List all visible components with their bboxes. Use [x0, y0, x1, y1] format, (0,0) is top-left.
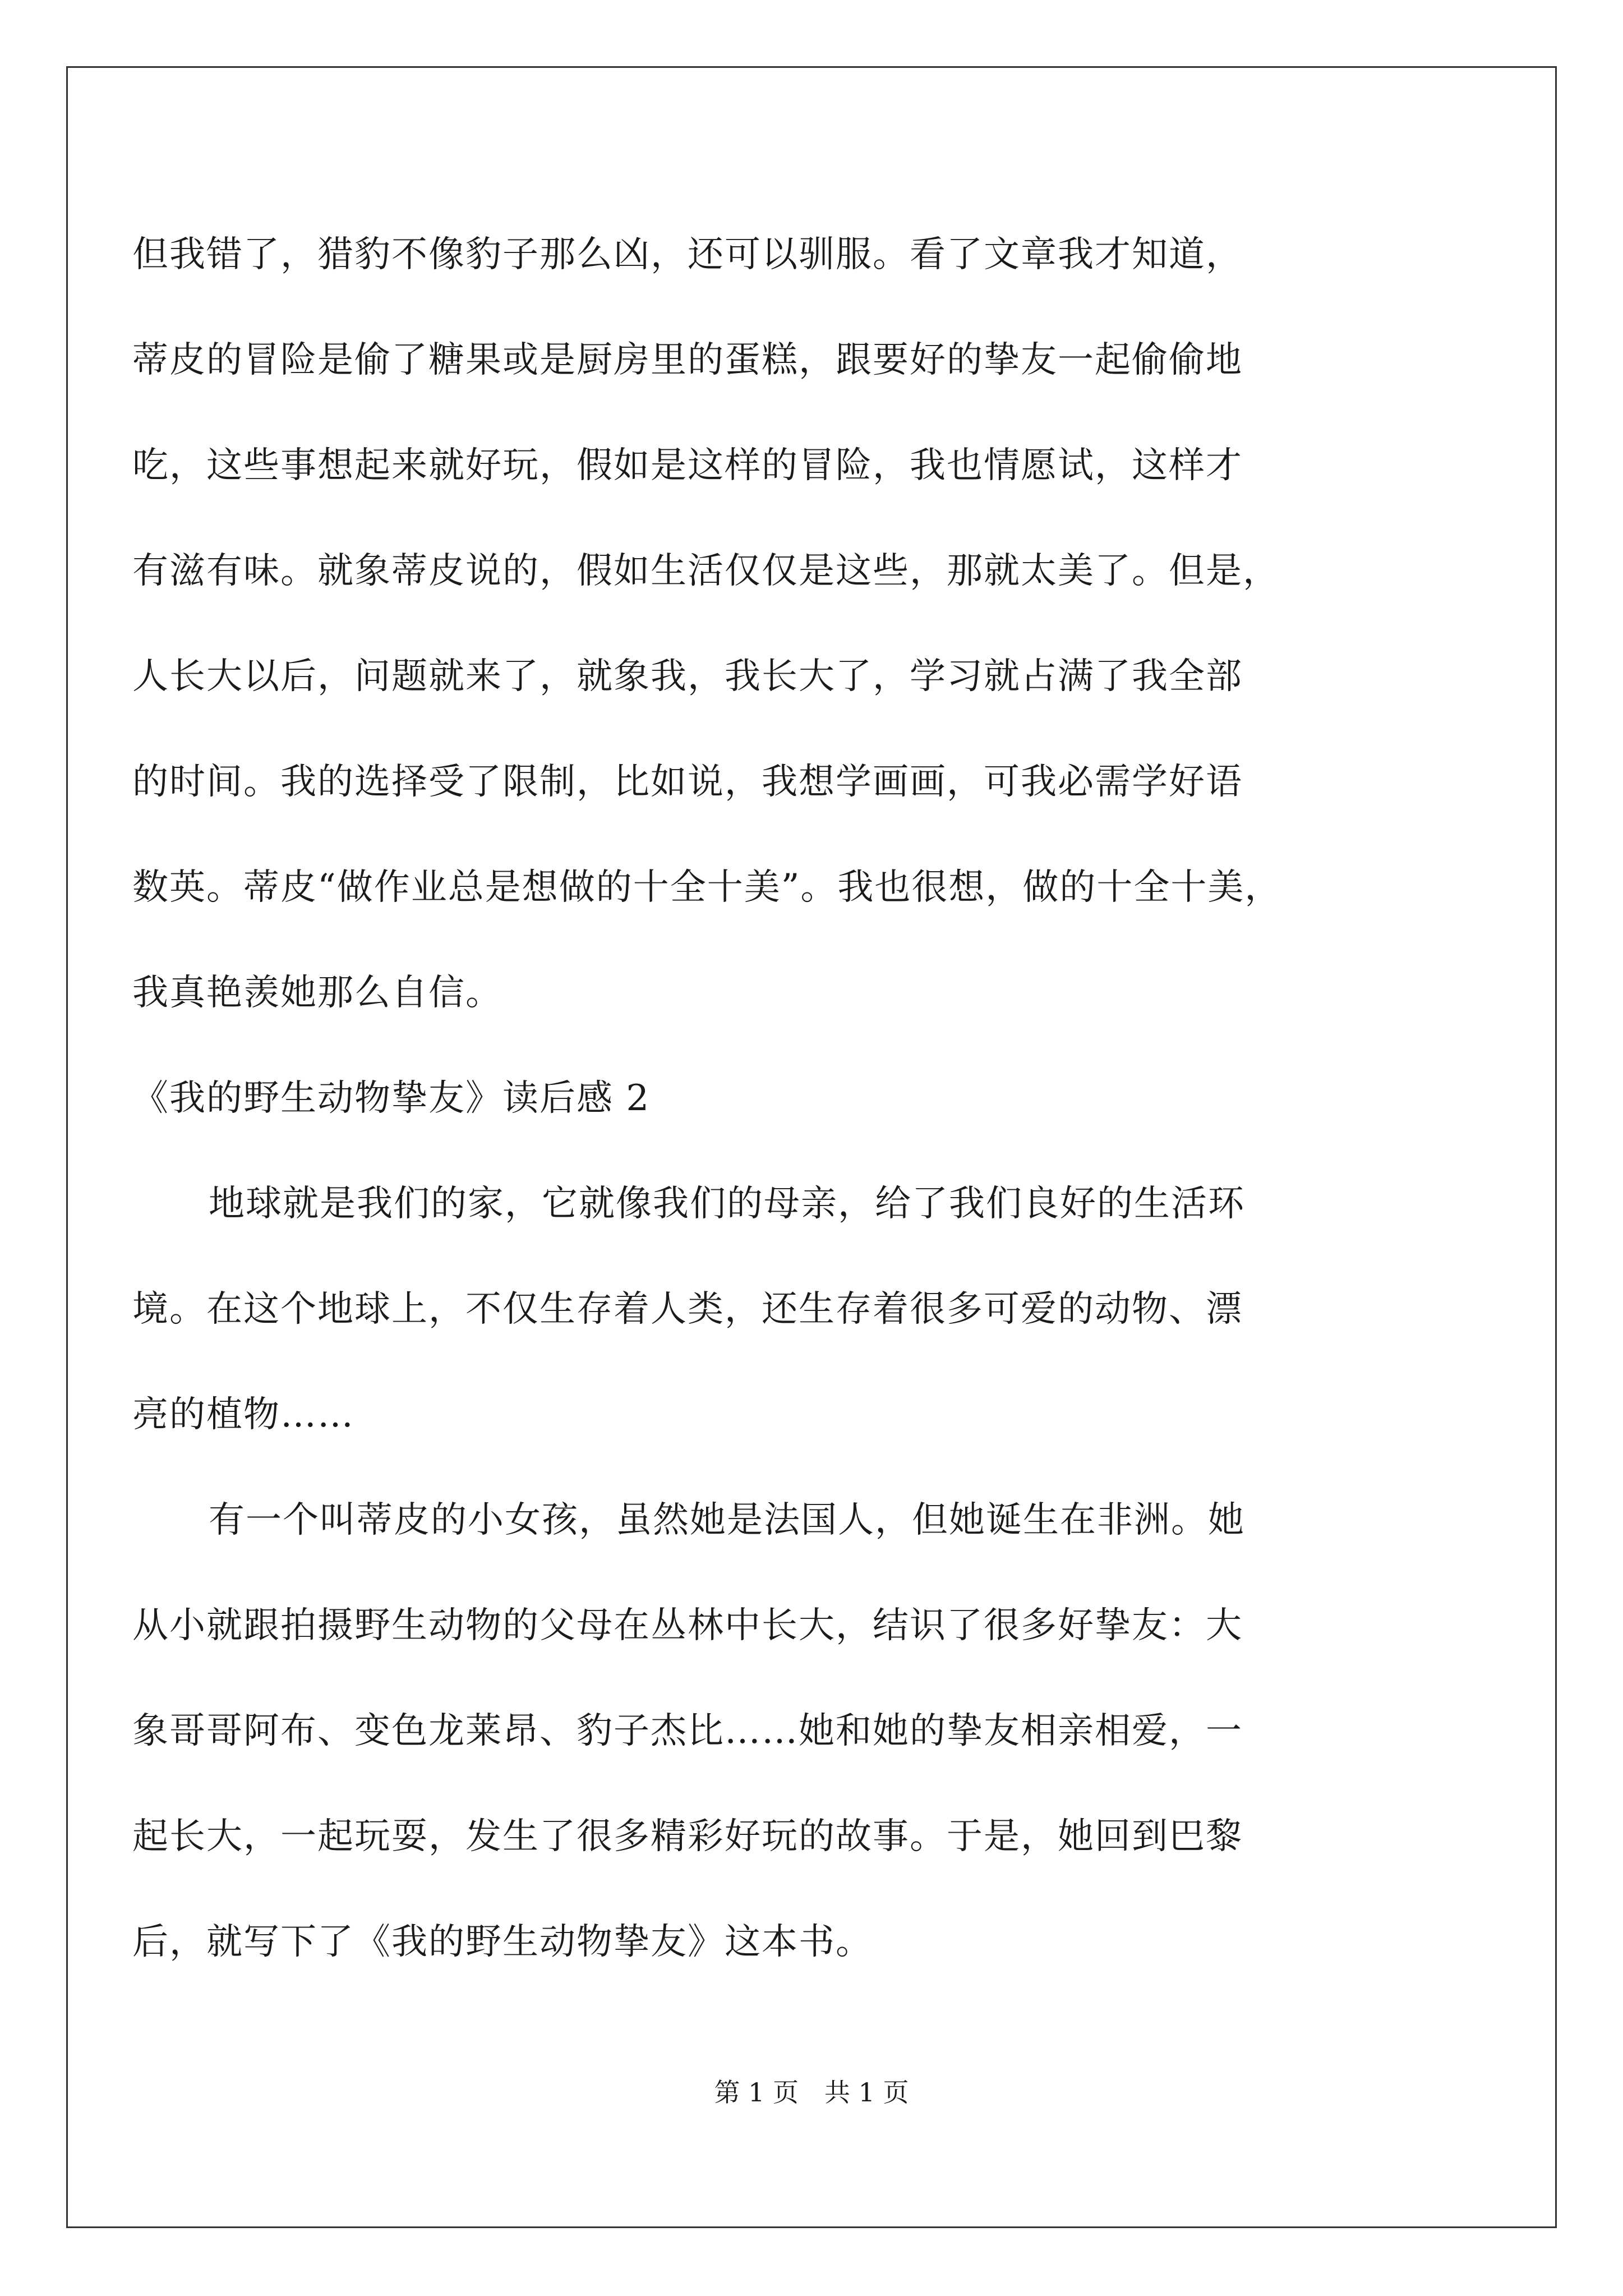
text-line: 起长大，一起玩耍，发生了很多精彩好玩的故事。于是，她回到巴黎: [132, 1816, 1243, 1857]
text-line: 蒂皮的冒险是偷了糖果或是厨房里的蛋糕，跟要好的挚友一起偷偷地: [132, 339, 1243, 381]
text-line: 吃，这些事想起来就好玩，假如是这样的冒险，我也情愿试，这样才: [132, 445, 1243, 486]
text-line: 从小就跟拍摄野生动物的父母在丛林中长大，结识了很多好挚友：大: [132, 1605, 1243, 1646]
text-line: 亮的植物……: [132, 1394, 354, 1435]
text-line: 的时间。我的选择受了限制，比如说，我想学画画，可我必需学好语: [132, 761, 1243, 803]
text-line: 但我错了，猎豹不像豹子那么凶，还可以驯服。看了文章我才知道，: [132, 234, 1243, 275]
text-line: 后，就写下了《我的野生动物挚友》这本书。: [132, 1921, 873, 1963]
text-line: 地球就是我们的家，它就像我们的母亲，给了我们良好的生活环: [209, 1183, 1245, 1225]
text-line: 有滋有味。就象蒂皮说的，假如生活仅仅是这些，那就太美了。但是，: [132, 550, 1280, 592]
text-line: 境。在这个地球上，不仅生存着人类，还生存着很多可爱的动物、漂: [132, 1289, 1243, 1330]
section-title: 《我的野生动物挚友》读后感 2: [132, 1078, 651, 1119]
page-number-footer: 第 1 页 共 1 页: [714, 2077, 909, 2108]
text-line: 数英。蒂皮“做作业总是想做的十全十美”。我也很想，做的十全十美，: [132, 867, 1282, 908]
text-line: 我真艳羡她那么自信。: [132, 972, 502, 1014]
text-line: 人长大以后，问题就来了，就象我，我长大了，学习就占满了我全部: [132, 656, 1243, 697]
text-line: 象哥哥阿布、变色龙莱昂、豹子杰比……她和她的挚友相亲相爱，一: [132, 1710, 1243, 1752]
document-body: [132, 202, 1456, 1995]
text-line: 有一个叫蒂皮的小女孩，虽然她是法国人，但她诞生在非洲。她: [209, 1499, 1245, 1541]
